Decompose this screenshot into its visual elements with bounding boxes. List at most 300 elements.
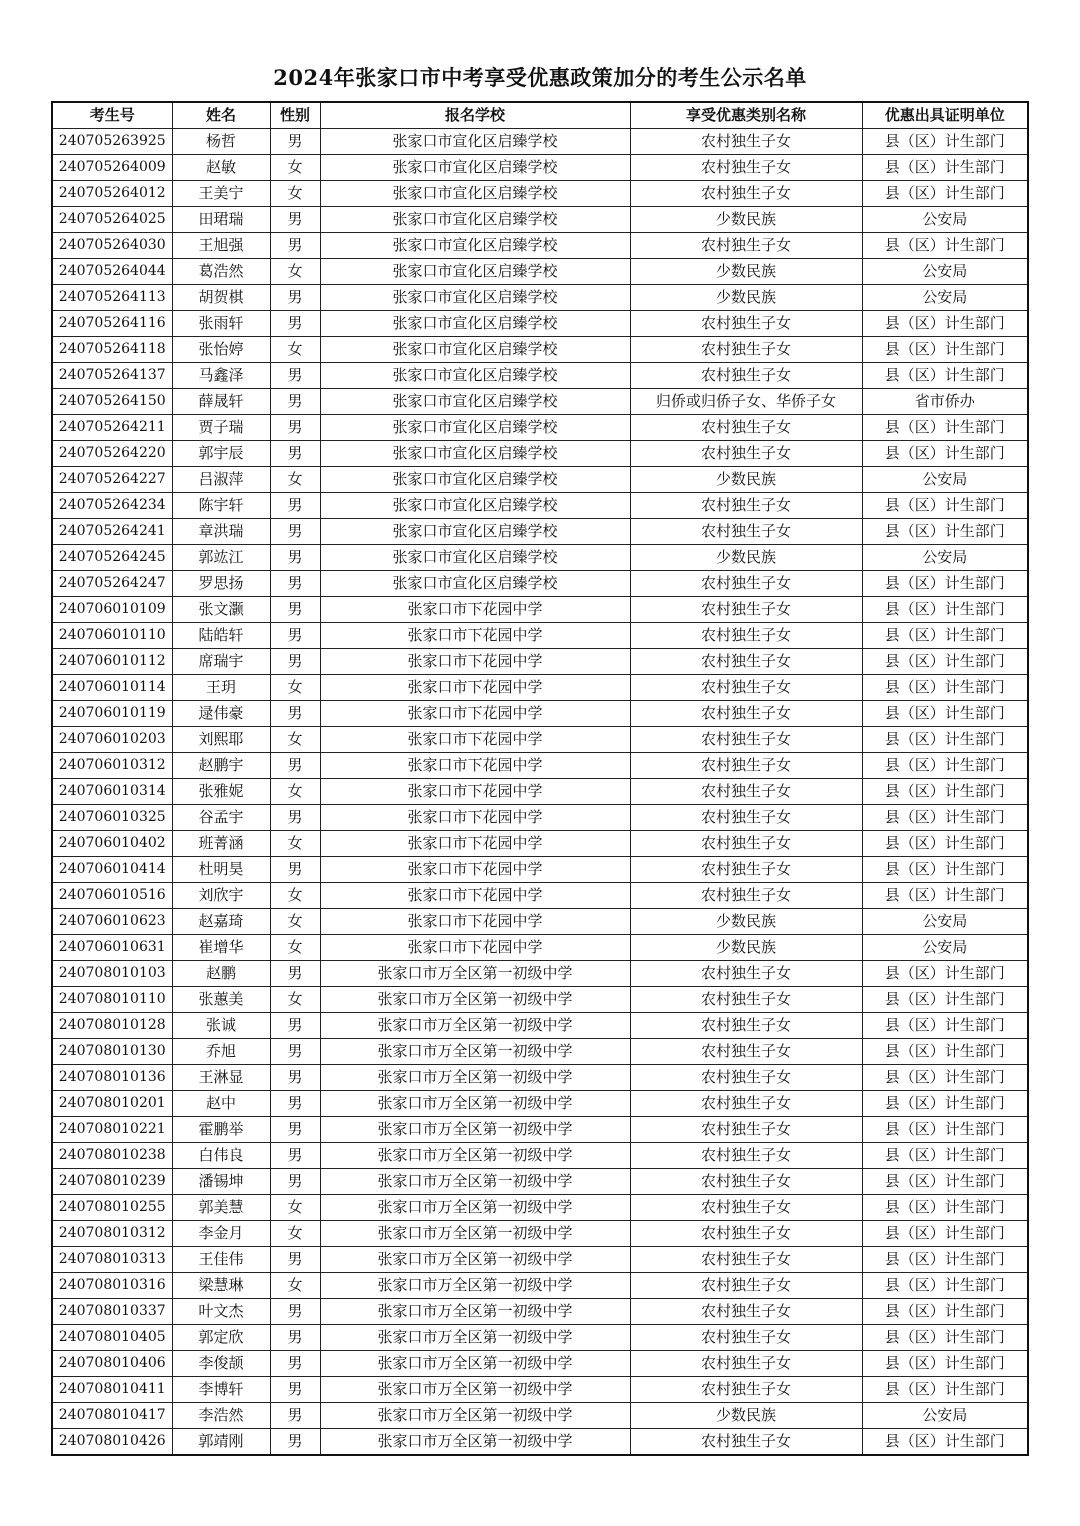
cell-name: 赵鹏 [172, 961, 270, 987]
cell-name: 马鑫泽 [172, 363, 270, 389]
cell-school: 张家口市宣化区启臻学校 [320, 389, 630, 415]
table-row [52, 1377, 1028, 1403]
cell-name: 胡贺棋 [172, 285, 270, 311]
cell-candidate-id: 240708010130 [52, 1039, 172, 1065]
header-candidate-id: 考生号 [52, 102, 172, 129]
table-row [52, 155, 1028, 181]
cell-certifying-unit: 县（区）计生部门 [862, 1169, 1028, 1195]
cell-certifying-unit: 省市侨办 [862, 389, 1028, 415]
cell-name: 梁慧琳 [172, 1273, 270, 1299]
cell-school: 张家口市宣化区启臻学校 [320, 337, 630, 363]
cell-gender: 男 [270, 753, 320, 779]
cell-category: 农村独生子女 [630, 1351, 862, 1377]
table-row [52, 1429, 1028, 1456]
table-row [52, 1273, 1028, 1299]
cell-candidate-id: 240705264247 [52, 571, 172, 597]
cell-certifying-unit: 公安局 [862, 935, 1028, 961]
cell-candidate-id: 240706010325 [52, 805, 172, 831]
cell-gender: 男 [270, 1117, 320, 1143]
cell-category: 农村独生子女 [630, 441, 862, 467]
cell-name: 逯伟豪 [172, 701, 270, 727]
header-school: 报名学校 [320, 102, 630, 129]
cell-certifying-unit: 县（区）计生部门 [862, 1195, 1028, 1221]
cell-candidate-id: 240705264150 [52, 389, 172, 415]
table-row [52, 597, 1028, 623]
cell-category: 农村独生子女 [630, 415, 862, 441]
cell-category: 农村独生子女 [630, 649, 862, 675]
cell-category: 农村独生子女 [630, 493, 862, 519]
cell-candidate-id: 240708010136 [52, 1065, 172, 1091]
cell-category: 少数民族 [630, 545, 862, 571]
cell-certifying-unit: 县（区）计生部门 [862, 831, 1028, 857]
cell-name: 吕淑萍 [172, 467, 270, 493]
cell-name: 刘欣宇 [172, 883, 270, 909]
cell-school: 张家口市万全区第一初级中学 [320, 1091, 630, 1117]
table-row [52, 545, 1028, 571]
cell-category: 农村独生子女 [630, 1221, 862, 1247]
cell-candidate-id: 240706010110 [52, 623, 172, 649]
cell-candidate-id: 240708010255 [52, 1195, 172, 1221]
cell-certifying-unit: 县（区）计生部门 [862, 649, 1028, 675]
cell-school: 张家口市宣化区启臻学校 [320, 441, 630, 467]
cell-gender: 男 [270, 1091, 320, 1117]
cell-school: 张家口市万全区第一初级中学 [320, 1013, 630, 1039]
cell-name: 刘熙耶 [172, 727, 270, 753]
cell-name: 李浩然 [172, 1403, 270, 1429]
cell-candidate-id: 240706010119 [52, 701, 172, 727]
cell-certifying-unit: 县（区）计生部门 [862, 337, 1028, 363]
table-row [52, 441, 1028, 467]
cell-school: 张家口市下花园中学 [320, 623, 630, 649]
cell-gender: 男 [270, 493, 320, 519]
cell-name: 郭靖刚 [172, 1429, 270, 1456]
cell-certifying-unit: 县（区）计生部门 [862, 1299, 1028, 1325]
cell-candidate-id: 240705264116 [52, 311, 172, 337]
cell-certifying-unit: 县（区）计生部门 [862, 727, 1028, 753]
cell-gender: 女 [270, 779, 320, 805]
cell-school: 张家口市万全区第一初级中学 [320, 1273, 630, 1299]
table-row [52, 311, 1028, 337]
cell-name: 郭宇辰 [172, 441, 270, 467]
cell-candidate-id: 240705264025 [52, 207, 172, 233]
table-row [52, 1351, 1028, 1377]
cell-certifying-unit: 县（区）计生部门 [862, 961, 1028, 987]
table-row [52, 1221, 1028, 1247]
cell-school: 张家口市万全区第一初级中学 [320, 1351, 630, 1377]
cell-name: 崔增华 [172, 935, 270, 961]
cell-category: 农村独生子女 [630, 1247, 862, 1273]
cell-candidate-id: 240706010109 [52, 597, 172, 623]
cell-certifying-unit: 县（区）计生部门 [862, 753, 1028, 779]
cell-certifying-unit: 县（区）计生部门 [862, 1013, 1028, 1039]
table-body [52, 129, 1028, 1456]
cell-gender: 男 [270, 1351, 320, 1377]
cell-name: 潘锡坤 [172, 1169, 270, 1195]
table-row [52, 415, 1028, 441]
cell-certifying-unit: 县（区）计生部门 [862, 597, 1028, 623]
cell-school: 张家口市下花园中学 [320, 597, 630, 623]
header-name: 姓名 [172, 102, 270, 129]
cell-certifying-unit: 县（区）计生部门 [862, 493, 1028, 519]
cell-name: 郭美慧 [172, 1195, 270, 1221]
cell-gender: 男 [270, 1169, 320, 1195]
cell-school: 张家口市宣化区启臻学校 [320, 571, 630, 597]
cell-name: 薛晟轩 [172, 389, 270, 415]
cell-certifying-unit: 县（区）计生部门 [862, 1377, 1028, 1403]
cell-name: 王淋显 [172, 1065, 270, 1091]
cell-gender: 男 [270, 129, 320, 155]
table-row [52, 1403, 1028, 1429]
cell-school: 张家口市万全区第一初级中学 [320, 1221, 630, 1247]
table-row [52, 1039, 1028, 1065]
cell-category: 农村独生子女 [630, 727, 862, 753]
cell-certifying-unit: 公安局 [862, 545, 1028, 571]
cell-candidate-id: 240705264113 [52, 285, 172, 311]
cell-school: 张家口市万全区第一初级中学 [320, 1169, 630, 1195]
cell-candidate-id: 240708010411 [52, 1377, 172, 1403]
cell-name: 章洪瑞 [172, 519, 270, 545]
cell-name: 赵鹏宇 [172, 753, 270, 779]
cell-candidate-id: 240708010110 [52, 987, 172, 1013]
cell-gender: 男 [270, 1013, 320, 1039]
cell-name: 白伟良 [172, 1143, 270, 1169]
cell-certifying-unit: 县（区）计生部门 [862, 779, 1028, 805]
cell-certifying-unit: 县（区）计生部门 [862, 1117, 1028, 1143]
cell-candidate-id: 240706010114 [52, 675, 172, 701]
cell-candidate-id: 240708010417 [52, 1403, 172, 1429]
cell-category: 农村独生子女 [630, 1325, 862, 1351]
cell-name: 李博轩 [172, 1377, 270, 1403]
cell-category: 农村独生子女 [630, 1039, 862, 1065]
cell-gender: 男 [270, 441, 320, 467]
table-row [52, 467, 1028, 493]
cell-certifying-unit: 县（区）计生部门 [862, 1221, 1028, 1247]
cell-category: 农村独生子女 [630, 961, 862, 987]
cell-school: 张家口市宣化区启臻学校 [320, 545, 630, 571]
cell-gender: 男 [270, 1299, 320, 1325]
cell-gender: 女 [270, 909, 320, 935]
cell-school: 张家口市宣化区启臻学校 [320, 129, 630, 155]
cell-name: 田珺瑞 [172, 207, 270, 233]
cell-gender: 女 [270, 883, 320, 909]
cell-school: 张家口市宣化区启臻学校 [320, 233, 630, 259]
table-row [52, 1013, 1028, 1039]
cell-candidate-id: 240705264009 [52, 155, 172, 181]
cell-school: 张家口市万全区第一初级中学 [320, 1325, 630, 1351]
cell-name: 罗思扬 [172, 571, 270, 597]
cell-gender: 男 [270, 1039, 320, 1065]
cell-certifying-unit: 县（区）计生部门 [862, 805, 1028, 831]
cell-category: 农村独生子女 [630, 1377, 862, 1403]
cell-category: 农村独生子女 [630, 623, 862, 649]
cell-name: 杨哲 [172, 129, 270, 155]
cell-category: 归侨或归侨子女、华侨子女 [630, 389, 862, 415]
cell-school: 张家口市万全区第一初级中学 [320, 987, 630, 1013]
cell-category: 农村独生子女 [630, 363, 862, 389]
cell-candidate-id: 240706010623 [52, 909, 172, 935]
cell-category: 农村独生子女 [630, 1169, 862, 1195]
table-row [52, 181, 1028, 207]
cell-school: 张家口市下花园中学 [320, 883, 630, 909]
cell-school: 张家口市宣化区启臻学校 [320, 467, 630, 493]
cell-certifying-unit: 县（区）计生部门 [862, 311, 1028, 337]
cell-certifying-unit: 县（区）计生部门 [862, 623, 1028, 649]
cell-school: 张家口市万全区第一初级中学 [320, 1429, 630, 1456]
table-row [52, 831, 1028, 857]
table-row [52, 1195, 1028, 1221]
cell-certifying-unit: 县（区）计生部门 [862, 1273, 1028, 1299]
cell-school: 张家口市下花园中学 [320, 831, 630, 857]
table-row [52, 285, 1028, 311]
cell-gender: 男 [270, 415, 320, 441]
table-header-row [52, 102, 1028, 129]
cell-school: 张家口市万全区第一初级中学 [320, 1117, 630, 1143]
cell-school: 张家口市下花园中学 [320, 779, 630, 805]
cell-certifying-unit: 县（区）计生部门 [862, 129, 1028, 155]
cell-candidate-id: 240705264220 [52, 441, 172, 467]
cell-category: 农村独生子女 [630, 1429, 862, 1456]
cell-certifying-unit: 县（区）计生部门 [862, 857, 1028, 883]
cell-school: 张家口市宣化区启臻学校 [320, 519, 630, 545]
cell-candidate-id: 240706010203 [52, 727, 172, 753]
cell-certifying-unit: 公安局 [862, 467, 1028, 493]
cell-gender: 男 [270, 1377, 320, 1403]
cell-gender: 男 [270, 649, 320, 675]
cell-name: 叶文杰 [172, 1299, 270, 1325]
cell-school: 张家口市下花园中学 [320, 727, 630, 753]
cell-gender: 男 [270, 545, 320, 571]
cell-school: 张家口市下花园中学 [320, 649, 630, 675]
table-row [52, 207, 1028, 233]
cell-school: 张家口市宣化区启臻学校 [320, 259, 630, 285]
cell-name: 郭定欣 [172, 1325, 270, 1351]
cell-name: 乔旭 [172, 1039, 270, 1065]
cell-gender: 男 [270, 623, 320, 649]
cell-name: 李俊颉 [172, 1351, 270, 1377]
cell-name: 班菁涵 [172, 831, 270, 857]
cell-category: 农村独生子女 [630, 987, 862, 1013]
cell-category: 少数民族 [630, 285, 862, 311]
cell-category: 农村独生子女 [630, 1143, 862, 1169]
header-certifying-unit: 优惠出具证明单位 [862, 102, 1028, 129]
cell-category: 农村独生子女 [630, 1299, 862, 1325]
cell-candidate-id: 240708010312 [52, 1221, 172, 1247]
cell-certifying-unit: 县（区）计生部门 [862, 1065, 1028, 1091]
cell-certifying-unit: 县（区）计生部门 [862, 987, 1028, 1013]
cell-category: 农村独生子女 [630, 1195, 862, 1221]
cell-category: 农村独生子女 [630, 129, 862, 155]
cell-category: 少数民族 [630, 259, 862, 285]
cell-certifying-unit: 县（区）计生部门 [862, 441, 1028, 467]
cell-certifying-unit: 县（区）计生部门 [862, 181, 1028, 207]
cell-category: 农村独生子女 [630, 831, 862, 857]
cell-candidate-id: 240708010313 [52, 1247, 172, 1273]
cell-category: 农村独生子女 [630, 779, 862, 805]
cell-school: 张家口市万全区第一初级中学 [320, 1065, 630, 1091]
table-row [52, 259, 1028, 285]
cell-certifying-unit: 公安局 [862, 207, 1028, 233]
cell-certifying-unit: 公安局 [862, 259, 1028, 285]
cell-certifying-unit: 县（区）计生部门 [862, 1091, 1028, 1117]
table-row [52, 129, 1028, 155]
cell-category: 农村独生子女 [630, 1013, 862, 1039]
cell-candidate-id: 240706010314 [52, 779, 172, 805]
table-row [52, 623, 1028, 649]
cell-certifying-unit: 县（区）计生部门 [862, 1325, 1028, 1351]
cell-gender: 男 [270, 1143, 320, 1169]
header-category: 享受优惠类别名称 [630, 102, 862, 129]
cell-category: 农村独生子女 [630, 597, 862, 623]
cell-candidate-id: 240705264137 [52, 363, 172, 389]
cell-category: 少数民族 [630, 909, 862, 935]
cell-gender: 男 [270, 961, 320, 987]
cell-candidate-id: 240705264030 [52, 233, 172, 259]
cell-candidate-id: 240708010103 [52, 961, 172, 987]
cell-category: 农村独生子女 [630, 337, 862, 363]
cell-name: 张雅妮 [172, 779, 270, 805]
table-row [52, 857, 1028, 883]
cell-category: 农村独生子女 [630, 701, 862, 727]
cell-name: 王玥 [172, 675, 270, 701]
cell-school: 张家口市宣化区启臻学校 [320, 415, 630, 441]
cell-category: 少数民族 [630, 207, 862, 233]
cell-candidate-id: 240705264211 [52, 415, 172, 441]
cell-name: 王佳伟 [172, 1247, 270, 1273]
cell-gender: 男 [270, 207, 320, 233]
cell-school: 张家口市万全区第一初级中学 [320, 1403, 630, 1429]
cell-gender: 男 [270, 701, 320, 727]
cell-school: 张家口市万全区第一初级中学 [320, 961, 630, 987]
table-row [52, 363, 1028, 389]
table-row [52, 1091, 1028, 1117]
cell-name: 陆皓轩 [172, 623, 270, 649]
cell-gender: 男 [270, 363, 320, 389]
cell-school: 张家口市万全区第一初级中学 [320, 1247, 630, 1273]
cell-category: 农村独生子女 [630, 519, 862, 545]
cell-certifying-unit: 县（区）计生部门 [862, 1429, 1028, 1456]
cell-candidate-id: 240705264227 [52, 467, 172, 493]
table-row [52, 1143, 1028, 1169]
cell-category: 农村独生子女 [630, 857, 862, 883]
cell-name: 席瑞宇 [172, 649, 270, 675]
cell-category: 少数民族 [630, 467, 862, 493]
cell-candidate-id: 240706010414 [52, 857, 172, 883]
cell-category: 农村独生子女 [630, 1273, 862, 1299]
cell-certifying-unit: 公安局 [862, 909, 1028, 935]
cell-category: 农村独生子女 [630, 883, 862, 909]
cell-candidate-id: 240706010402 [52, 831, 172, 857]
table-row [52, 935, 1028, 961]
cell-gender: 男 [270, 519, 320, 545]
cell-gender: 女 [270, 1273, 320, 1299]
cell-category: 农村独生子女 [630, 311, 862, 337]
cell-certifying-unit: 县（区）计生部门 [862, 233, 1028, 259]
cell-school: 张家口市万全区第一初级中学 [320, 1377, 630, 1403]
cell-candidate-id: 240708010406 [52, 1351, 172, 1377]
cell-name: 张怡婷 [172, 337, 270, 363]
cell-certifying-unit: 县（区）计生部门 [862, 883, 1028, 909]
cell-certifying-unit: 县（区）计生部门 [862, 675, 1028, 701]
cell-school: 张家口市下花园中学 [320, 935, 630, 961]
cell-certifying-unit: 县（区）计生部门 [862, 701, 1028, 727]
cell-gender: 女 [270, 831, 320, 857]
table-row [52, 649, 1028, 675]
table-row [52, 675, 1028, 701]
cell-candidate-id: 240708010405 [52, 1325, 172, 1351]
table-row [52, 1117, 1028, 1143]
cell-school: 张家口市下花园中学 [320, 701, 630, 727]
cell-category: 农村独生子女 [630, 675, 862, 701]
cell-candidate-id: 240708010426 [52, 1429, 172, 1456]
cell-gender: 女 [270, 987, 320, 1013]
cell-gender: 男 [270, 233, 320, 259]
table-row [52, 1325, 1028, 1351]
cell-category: 农村独生子女 [630, 805, 862, 831]
cell-gender: 女 [270, 337, 320, 363]
cell-certifying-unit: 县（区）计生部门 [862, 1039, 1028, 1065]
candidate-table [51, 101, 1029, 1456]
cell-gender: 男 [270, 571, 320, 597]
cell-candidate-id: 240705264245 [52, 545, 172, 571]
cell-gender: 女 [270, 1221, 320, 1247]
cell-category: 农村独生子女 [630, 753, 862, 779]
table-row [52, 779, 1028, 805]
table-row [52, 909, 1028, 935]
cell-candidate-id: 240705264044 [52, 259, 172, 285]
cell-category: 农村独生子女 [630, 181, 862, 207]
table-row [52, 1169, 1028, 1195]
cell-gender: 女 [270, 675, 320, 701]
cell-candidate-id: 240708010128 [52, 1013, 172, 1039]
cell-candidate-id: 240708010221 [52, 1117, 172, 1143]
cell-gender: 男 [270, 1065, 320, 1091]
cell-school: 张家口市万全区第一初级中学 [320, 1195, 630, 1221]
cell-gender: 女 [270, 155, 320, 181]
cell-name: 赵中 [172, 1091, 270, 1117]
table-row [52, 233, 1028, 259]
table-row [52, 337, 1028, 363]
table-row [52, 805, 1028, 831]
cell-gender: 男 [270, 1325, 320, 1351]
table-row [52, 1247, 1028, 1273]
cell-candidate-id: 240708010201 [52, 1091, 172, 1117]
cell-gender: 女 [270, 259, 320, 285]
cell-name: 葛浩然 [172, 259, 270, 285]
cell-category: 农村独生子女 [630, 1091, 862, 1117]
cell-certifying-unit: 县（区）计生部门 [862, 1351, 1028, 1377]
cell-school: 张家口市下花园中学 [320, 675, 630, 701]
cell-school: 张家口市下花园中学 [320, 909, 630, 935]
cell-school: 张家口市万全区第一初级中学 [320, 1143, 630, 1169]
cell-category: 农村独生子女 [630, 571, 862, 597]
cell-certifying-unit: 县（区）计生部门 [862, 1143, 1028, 1169]
cell-gender: 男 [270, 1403, 320, 1429]
table-row [52, 753, 1028, 779]
cell-gender: 男 [270, 285, 320, 311]
cell-candidate-id: 240708010238 [52, 1143, 172, 1169]
cell-candidate-id: 240706010312 [52, 753, 172, 779]
cell-gender: 男 [270, 597, 320, 623]
cell-certifying-unit: 县（区）计生部门 [862, 415, 1028, 441]
table-row [52, 883, 1028, 909]
cell-gender: 女 [270, 935, 320, 961]
cell-candidate-id: 240708010316 [52, 1273, 172, 1299]
cell-name: 张雨轩 [172, 311, 270, 337]
cell-name: 贾子瑞 [172, 415, 270, 441]
cell-school: 张家口市万全区第一初级中学 [320, 1039, 630, 1065]
cell-gender: 女 [270, 1195, 320, 1221]
cell-school: 张家口市万全区第一初级中学 [320, 1299, 630, 1325]
